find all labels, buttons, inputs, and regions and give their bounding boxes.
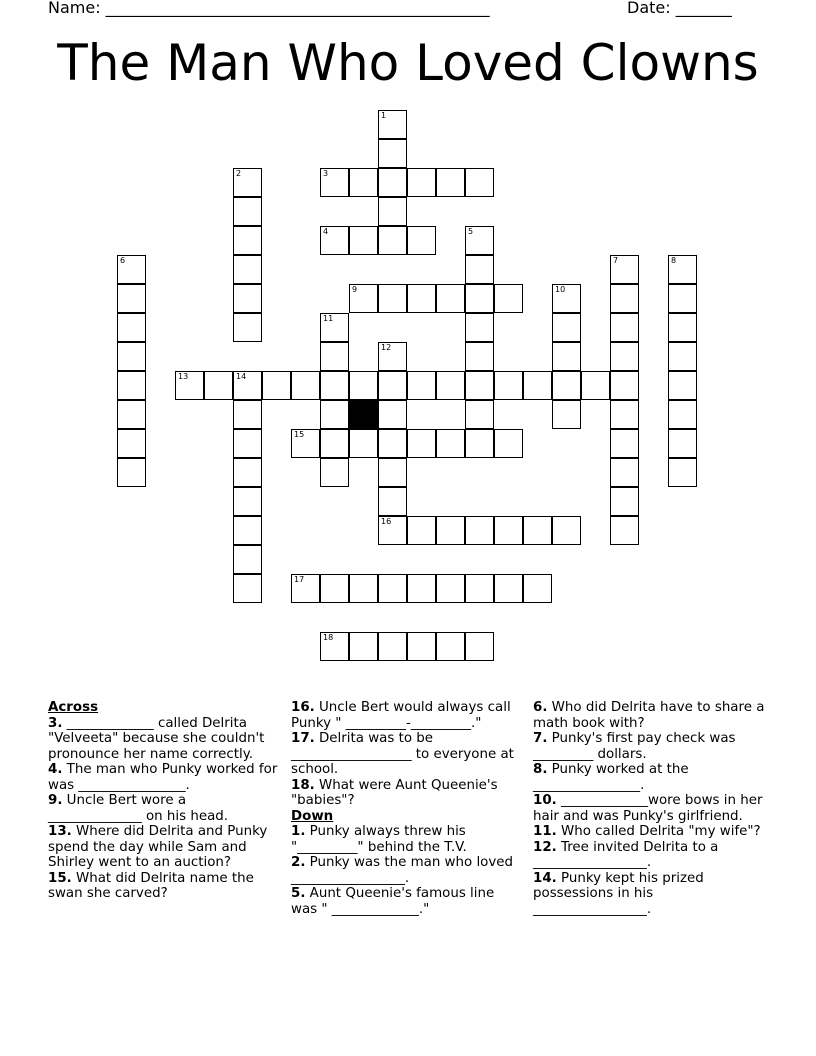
answer-square[interactable] [349, 168, 378, 197]
answer-square[interactable] [610, 487, 639, 516]
answer-square[interactable] [494, 371, 523, 400]
answer-square[interactable] [349, 284, 378, 313]
answer-square[interactable] [465, 400, 494, 429]
answer-square[interactable] [320, 400, 349, 429]
answer-square[interactable] [668, 255, 697, 284]
answer-square[interactable] [523, 371, 552, 400]
answer-square[interactable] [465, 284, 494, 313]
clue-across-15: 15. What did Delrita name the swan she carved? [48, 870, 254, 901]
answer-square[interactable] [494, 574, 523, 603]
answer-square[interactable] [233, 168, 262, 197]
answer-square[interactable] [378, 110, 407, 139]
answer-square[interactable] [552, 400, 581, 429]
answer-square[interactable] [668, 429, 697, 458]
answer-square[interactable] [320, 632, 349, 661]
clue-number: 1 [381, 111, 387, 120]
clue-number: 5 [468, 227, 474, 236]
answer-square[interactable] [204, 371, 233, 400]
answer-square[interactable] [378, 487, 407, 516]
answer-square[interactable] [407, 226, 436, 255]
clue-across-18: 18. What were Aunt Queenie's "babies"? [291, 777, 498, 808]
answer-square[interactable] [349, 574, 378, 603]
answer-square[interactable] [349, 429, 378, 458]
date-field-label: Date: _______ [627, 0, 732, 17]
answer-square[interactable] [233, 371, 262, 400]
answer-square[interactable] [610, 458, 639, 487]
answer-square[interactable] [494, 516, 523, 545]
answer-square[interactable] [378, 574, 407, 603]
answer-square[interactable] [233, 400, 262, 429]
answer-square[interactable] [436, 168, 465, 197]
answer-square[interactable] [117, 458, 146, 487]
answer-square[interactable] [465, 632, 494, 661]
answer-square[interactable] [436, 632, 465, 661]
clue-number: 4 [323, 227, 329, 236]
clue-number: 7 [613, 256, 619, 265]
answer-square[interactable] [494, 429, 523, 458]
answer-square[interactable] [349, 371, 378, 400]
clue-column-1 [48, 700, 280, 902]
answer-square[interactable] [320, 458, 349, 487]
answer-square[interactable] [465, 574, 494, 603]
answer-square[interactable] [436, 284, 465, 313]
answer-square[interactable] [378, 371, 407, 400]
answer-square[interactable] [291, 371, 320, 400]
clue-down-2: 2. Punky was the man who loved _________________. [291, 855, 514, 886]
clue-number: 9 [352, 285, 358, 294]
answer-square[interactable] [668, 458, 697, 487]
answer-square[interactable] [349, 226, 378, 255]
answer-square[interactable] [233, 574, 262, 603]
answer-square[interactable] [378, 400, 407, 429]
across-heading: Across [48, 700, 99, 715]
answer-square[interactable] [668, 342, 697, 371]
answer-square[interactable] [378, 168, 407, 197]
answer-square[interactable] [610, 313, 639, 342]
answer-square[interactable] [175, 371, 204, 400]
clue-number: 18 [323, 633, 334, 642]
clue-number: 3 [323, 169, 329, 178]
answer-square[interactable] [610, 255, 639, 284]
answer-square[interactable] [262, 371, 291, 400]
answer-square[interactable] [407, 429, 436, 458]
clue-number: 8 [671, 256, 677, 265]
answer-square[interactable] [378, 632, 407, 661]
clue-across-9: 9. Uncle Bert wore a ______________ on his head. [48, 793, 229, 824]
clue-number: 13 [178, 372, 189, 381]
answer-square[interactable] [233, 226, 262, 255]
answer-square[interactable] [320, 429, 349, 458]
answer-square[interactable] [407, 284, 436, 313]
answer-square[interactable] [407, 574, 436, 603]
answer-square[interactable] [320, 574, 349, 603]
clue-across-13: 13. Where did Delrita and Punky spend the day while Sam and Shirley went to an auction? [48, 824, 268, 870]
answer-square[interactable] [233, 545, 262, 574]
answer-square[interactable] [349, 632, 378, 661]
answer-square[interactable] [117, 313, 146, 342]
clue-across-17: 17. Delrita was to be __________________ to everyone at school. [291, 731, 514, 777]
clue-number: 12 [381, 343, 392, 352]
clue-number: 2 [236, 169, 242, 178]
clue-column-3 [533, 700, 768, 917]
answer-square[interactable] [610, 400, 639, 429]
answer-square[interactable] [436, 516, 465, 545]
answer-square[interactable] [668, 313, 697, 342]
clue-across-3: 3. _____________ called Delrita "Velveeta" because she couldn't pronounce her name correctly. [48, 715, 265, 762]
answer-square[interactable] [465, 516, 494, 545]
clue-across-16: 16. Uncle Bert would always call Punky " _________-_________." [291, 700, 511, 731]
clue-number: 16 [381, 517, 392, 526]
answer-square[interactable] [552, 516, 581, 545]
answer-square[interactable] [291, 574, 320, 603]
answer-square[interactable] [378, 458, 407, 487]
down-heading: Down [291, 808, 334, 824]
answer-square[interactable] [117, 400, 146, 429]
answer-square[interactable] [378, 197, 407, 226]
answer-square[interactable] [494, 284, 523, 313]
answer-square[interactable] [320, 342, 349, 371]
answer-square[interactable] [233, 487, 262, 516]
answer-square[interactable] [407, 516, 436, 545]
answer-square[interactable] [378, 139, 407, 168]
answer-square[interactable] [233, 429, 262, 458]
answer-square[interactable] [610, 429, 639, 458]
clue-number: 17 [294, 575, 305, 584]
answer-square[interactable] [436, 574, 465, 603]
answer-square[interactable] [233, 516, 262, 545]
clue-column-2 [291, 700, 523, 917]
clue-across-4: 4. The man who Punky worked for was ________________. [48, 762, 278, 793]
answer-square[interactable] [668, 400, 697, 429]
answer-square[interactable] [552, 313, 581, 342]
clue-down-7: 7. Punky's first pay check was _________ dollars. [533, 731, 736, 762]
answer-square[interactable] [378, 516, 407, 545]
clue-down-11: 11. Who called Delrita "my wife"? [533, 824, 761, 839]
answer-square[interactable] [117, 371, 146, 400]
blocked-square [349, 400, 378, 429]
answer-square[interactable] [320, 168, 349, 197]
name-field-label: Name: ________________________________________________ [48, 0, 490, 17]
answer-square[interactable] [320, 226, 349, 255]
answer-square[interactable] [233, 313, 262, 342]
clue-number: 15 [294, 430, 305, 439]
answer-square[interactable] [523, 516, 552, 545]
clue-number: 11 [323, 314, 334, 323]
answer-square[interactable] [465, 313, 494, 342]
answer-square[interactable] [552, 371, 581, 400]
clue-down-12: 12. Tree invited Delrita to a _________________. [533, 839, 719, 870]
answer-square[interactable] [436, 429, 465, 458]
answer-square[interactable] [117, 429, 146, 458]
clue-number: 14 [236, 372, 247, 381]
answer-square[interactable] [610, 516, 639, 545]
answer-square[interactable] [233, 458, 262, 487]
answer-square[interactable] [233, 284, 262, 313]
answer-square[interactable] [117, 342, 146, 371]
answer-square[interactable] [320, 371, 349, 400]
answer-square[interactable] [610, 284, 639, 313]
answer-square[interactable] [552, 342, 581, 371]
answer-square[interactable] [552, 284, 581, 313]
answer-square[interactable] [233, 197, 262, 226]
answer-square[interactable] [610, 371, 639, 400]
clue-down-1: 1. Punky always threw his "_________" behind the T.V. [291, 824, 467, 855]
answer-square[interactable] [320, 313, 349, 342]
clue-down-6: 6. Who did Delrita have to share a math book with? [533, 700, 765, 731]
answer-square[interactable] [465, 342, 494, 371]
clue-down-14: 14. Punky kept his prized possessions in his _________________. [533, 870, 704, 917]
answer-square[interactable] [436, 371, 465, 400]
answer-square[interactable] [581, 371, 610, 400]
answer-square[interactable] [378, 226, 407, 255]
answer-square[interactable] [523, 574, 552, 603]
answer-square[interactable] [117, 255, 146, 284]
answer-square[interactable] [291, 429, 320, 458]
answer-square[interactable] [668, 371, 697, 400]
answer-square[interactable] [610, 342, 639, 371]
clue-down-5: 5. Aunt Queenie's famous line was " _____________." [291, 886, 495, 917]
answer-square[interactable] [465, 226, 494, 255]
clue-number: 10 [555, 285, 566, 294]
answer-square[interactable] [465, 255, 494, 284]
answer-square[interactable] [117, 284, 146, 313]
answer-square[interactable] [407, 168, 436, 197]
answer-square[interactable] [233, 255, 262, 284]
answer-square[interactable] [378, 429, 407, 458]
answer-square[interactable] [668, 284, 697, 313]
answer-square[interactable] [378, 342, 407, 371]
answer-square[interactable] [378, 284, 407, 313]
answer-square[interactable] [465, 168, 494, 197]
clue-number: 6 [120, 256, 126, 265]
clue-down-10: 10. _____________wore bows in her hair and was Punky's girlfriend. [533, 793, 763, 824]
answer-square[interactable] [465, 371, 494, 400]
answer-square[interactable] [465, 429, 494, 458]
answer-square[interactable] [407, 371, 436, 400]
answer-square[interactable] [407, 632, 436, 661]
page-title: The Man Who Loved Clowns [57, 34, 759, 92]
clue-down-8: 8. Punky worked at the ________________. [533, 762, 689, 793]
